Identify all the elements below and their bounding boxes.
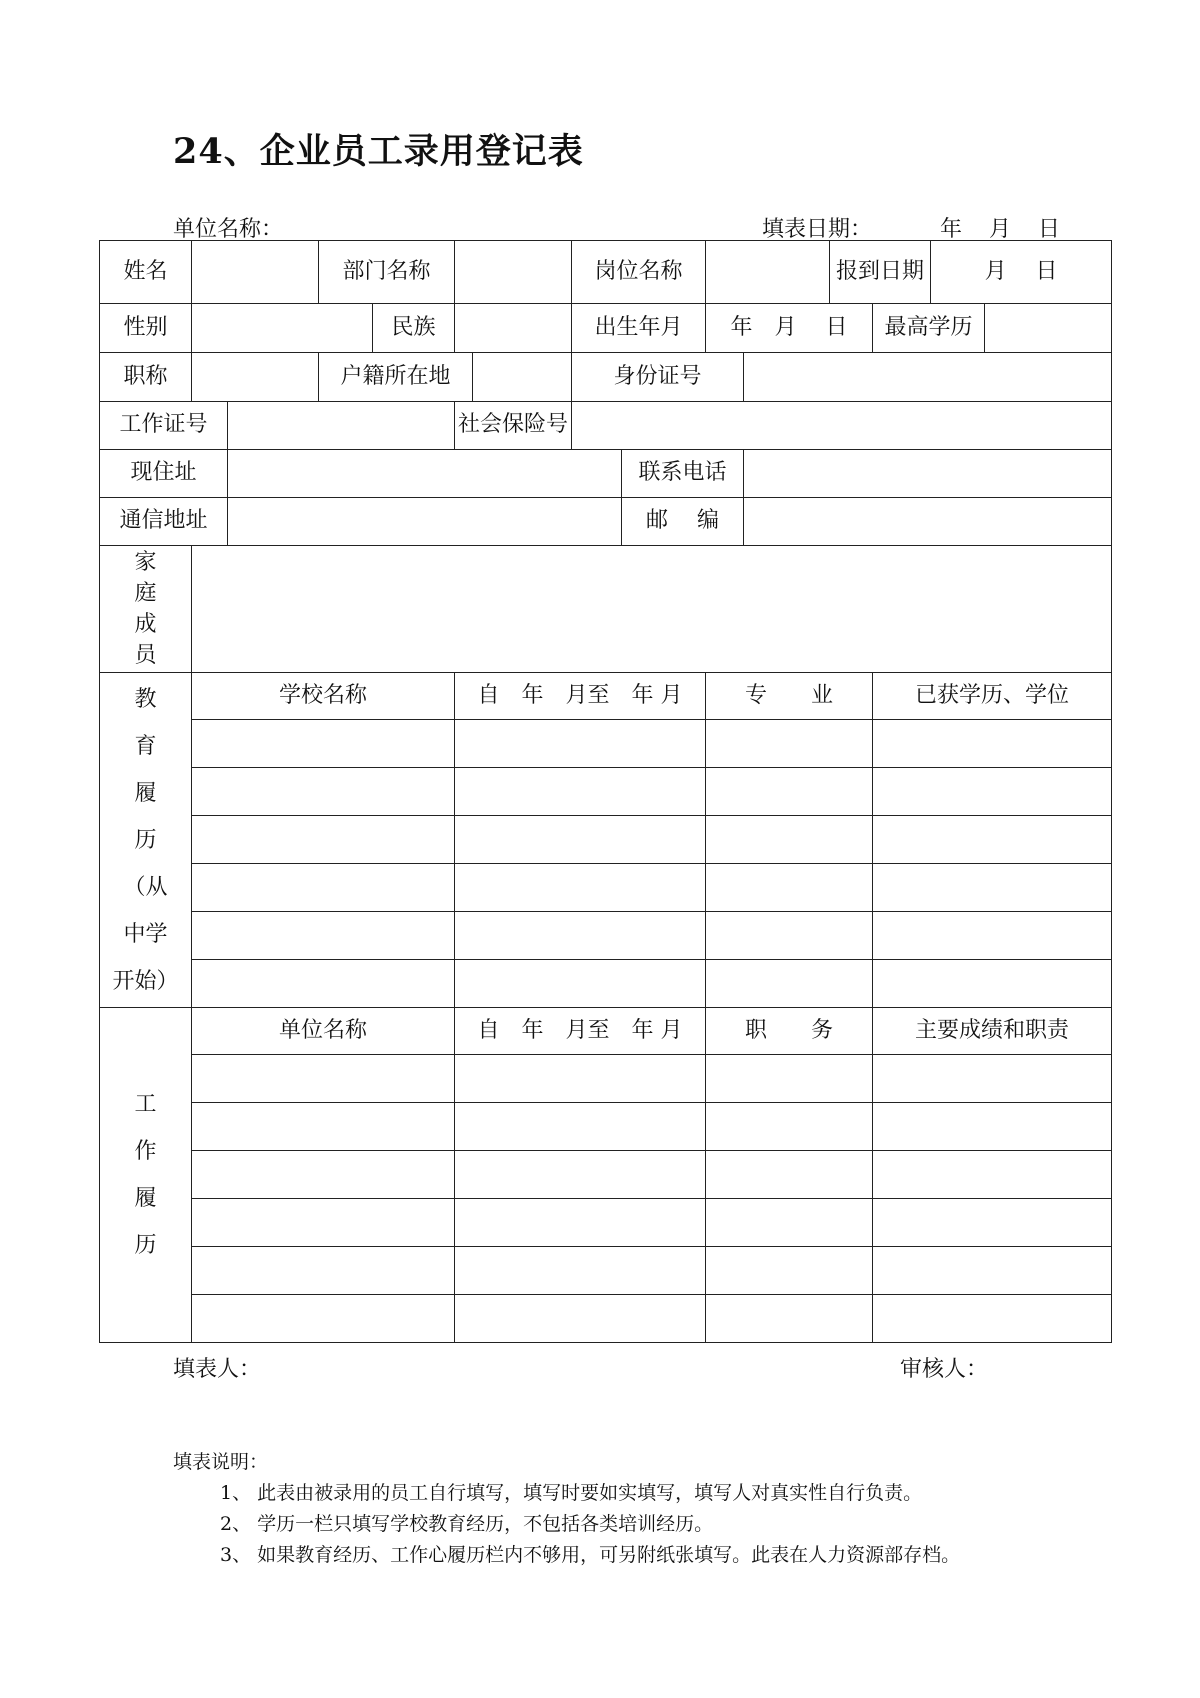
work-col-period: 自 年 月至 年 月: [455, 1008, 706, 1055]
family-label-char: 员: [134, 643, 157, 668]
work-label-char: 工: [134, 1092, 157, 1117]
work-cell[interactable]: [706, 1295, 873, 1343]
reviewer-label: 审核人：: [900, 1357, 989, 1382]
fill-date-day: 日: [1038, 217, 1061, 242]
education-cell[interactable]: [192, 720, 455, 768]
label-title-rank: 职称: [100, 353, 192, 402]
notes-heading: 填表说明：: [173, 1451, 269, 1473]
education-cell[interactable]: [706, 816, 873, 864]
work-cell[interactable]: [192, 1151, 455, 1199]
education-cell[interactable]: [455, 816, 706, 864]
field-id-number[interactable]: [744, 353, 1112, 402]
education-cell[interactable]: [706, 720, 873, 768]
education-row: [100, 960, 1112, 1008]
label-department: 部门名称: [319, 241, 455, 304]
field-name[interactable]: [192, 241, 319, 304]
fill-date-year: 年: [940, 217, 963, 242]
education-cell[interactable]: [873, 720, 1112, 768]
work-cell[interactable]: [455, 1055, 706, 1103]
work-cell[interactable]: [455, 1247, 706, 1295]
work-label-char: 历: [134, 1233, 157, 1258]
work-row: [100, 1103, 1112, 1151]
education-row: [100, 816, 1112, 864]
education-cell[interactable]: [192, 864, 455, 912]
work-row: [100, 1151, 1112, 1199]
label-phone: 联系电话: [622, 450, 744, 498]
work-cell[interactable]: [192, 1295, 455, 1343]
field-phone[interactable]: [744, 450, 1112, 498]
note-item: 3、 如果教育经历、工作心履历栏内不够用，可另附纸张填写。此表在人力资源部存档。: [220, 1544, 961, 1566]
page-title: 24、企业员工录用登记表: [173, 131, 584, 172]
education-label-char: （从: [123, 874, 168, 900]
label-mailing: 通信地址: [100, 498, 228, 546]
field-title-rank[interactable]: [192, 353, 319, 402]
work-col-unit: 单位名称: [192, 1008, 455, 1055]
field-postcode[interactable]: [744, 498, 1112, 546]
education-cell[interactable]: [706, 912, 873, 960]
education-cell[interactable]: [192, 960, 455, 1008]
education-col-major: 专 业: [706, 673, 873, 720]
field-address[interactable]: [228, 450, 622, 498]
work-cell[interactable]: [192, 1055, 455, 1103]
work-cell[interactable]: [455, 1199, 706, 1247]
label-social-security: 社会保险号: [455, 402, 572, 450]
filler-label: 填表人：: [173, 1357, 262, 1382]
education-label-char: 开始）: [112, 968, 179, 994]
work-cell[interactable]: [192, 1199, 455, 1247]
work-col-duty: 职 务: [706, 1008, 873, 1055]
field-mailing[interactable]: [228, 498, 622, 546]
work-label-char: 作: [134, 1139, 157, 1164]
education-row: [100, 912, 1112, 960]
unit-name-label: 单位名称：: [173, 217, 284, 242]
education-cell[interactable]: [706, 960, 873, 1008]
work-label: [100, 1008, 192, 1343]
education-cell[interactable]: [873, 960, 1112, 1008]
label-education-level: 最高学历: [873, 304, 985, 353]
field-department[interactable]: [455, 241, 572, 304]
label-id-number: 身份证号: [572, 353, 744, 402]
education-cell[interactable]: [455, 960, 706, 1008]
label-report-date: 报到日期: [830, 241, 931, 304]
work-cell[interactable]: [706, 1103, 873, 1151]
work-cell[interactable]: [873, 1103, 1112, 1151]
education-cell[interactable]: [455, 720, 706, 768]
education-label-char: 教: [134, 686, 157, 712]
note-item: 2、 学历一栏只填写学校教育经历，不包括各类培训经历。: [220, 1513, 714, 1535]
education-row: [100, 720, 1112, 768]
field-social-security[interactable]: [572, 402, 1112, 450]
label-household: 户籍所在地: [319, 353, 473, 402]
work-cell[interactable]: [706, 1055, 873, 1103]
registration-form: [99, 240, 1112, 1343]
fill-date-month: 月: [989, 217, 1012, 242]
field-gender[interactable]: [192, 304, 373, 353]
family-label-char: 家: [134, 550, 157, 575]
education-row: [100, 864, 1112, 912]
work-row: [100, 1055, 1112, 1103]
education-col-period: 自 年 月至 年 月: [455, 673, 706, 720]
education-col-school: 学校名称: [192, 673, 455, 720]
education-cell[interactable]: [873, 768, 1112, 816]
education-label-char: 中学: [123, 921, 168, 947]
work-cell[interactable]: [192, 1247, 455, 1295]
family-label-char: 庭: [134, 581, 157, 606]
work-row: [100, 1295, 1112, 1343]
field-position[interactable]: [706, 241, 830, 304]
education-cell[interactable]: [455, 912, 706, 960]
education-cell[interactable]: [192, 768, 455, 816]
work-cell[interactable]: [873, 1199, 1112, 1247]
work-cell[interactable]: [455, 1151, 706, 1199]
label-position: 岗位名称: [572, 241, 706, 304]
field-work-id[interactable]: [228, 402, 455, 450]
work-row: [100, 1199, 1112, 1247]
field-family[interactable]: [192, 546, 1112, 673]
field-education-level[interactable]: [985, 304, 1112, 353]
label-address: 现住址: [100, 450, 228, 498]
work-cell[interactable]: [873, 1151, 1112, 1199]
education-cell[interactable]: [455, 768, 706, 816]
education-label-char: 育: [134, 733, 157, 759]
work-col-achievements: 主要成绩和职责: [873, 1008, 1112, 1055]
education-cell[interactable]: [706, 864, 873, 912]
label-name: 姓名: [100, 241, 192, 304]
education-col-degree: 已获学历、学位: [873, 673, 1112, 720]
label-work-id: 工作证号: [100, 402, 228, 450]
education-row: [100, 768, 1112, 816]
education-cell[interactable]: [873, 816, 1112, 864]
field-ethnicity[interactable]: [455, 304, 572, 353]
label-ethnicity: 民族: [373, 304, 455, 353]
work-cell[interactable]: [706, 1247, 873, 1295]
label-birth: 出生年月: [572, 304, 706, 353]
field-household[interactable]: [473, 353, 572, 402]
education-cell[interactable]: [873, 912, 1112, 960]
family-label-char: 成: [134, 612, 157, 637]
education-cell[interactable]: [873, 864, 1112, 912]
label-gender: 性别: [100, 304, 192, 353]
work-cell[interactable]: [455, 1103, 706, 1151]
education-cell[interactable]: [192, 912, 455, 960]
field-birth[interactable]: 年 月 日: [706, 304, 873, 353]
work-cell[interactable]: [873, 1055, 1112, 1103]
work-cell[interactable]: [455, 1295, 706, 1343]
work-cell[interactable]: [873, 1247, 1112, 1295]
education-label-char: 历: [134, 827, 157, 853]
education-cell[interactable]: [706, 768, 873, 816]
work-cell[interactable]: [706, 1199, 873, 1247]
education-label-char: 履: [134, 780, 157, 806]
note-item: 1、 此表由被录用的员工自行填写，填写时要如实填写，填写人对真实性自行负责。: [220, 1482, 923, 1504]
education-cell[interactable]: [192, 816, 455, 864]
education-cell[interactable]: [455, 864, 706, 912]
fill-date-label: 填表日期：: [762, 217, 873, 242]
work-cell[interactable]: [873, 1295, 1112, 1343]
family-label: [100, 546, 192, 673]
work-cell[interactable]: [706, 1151, 873, 1199]
field-report-date[interactable]: 月 日: [931, 241, 1112, 304]
work-cell[interactable]: [192, 1103, 455, 1151]
work-row: [100, 1247, 1112, 1295]
education-label: [100, 673, 192, 1008]
work-label-char: 履: [134, 1186, 157, 1211]
label-postcode: 邮 编: [622, 498, 744, 546]
